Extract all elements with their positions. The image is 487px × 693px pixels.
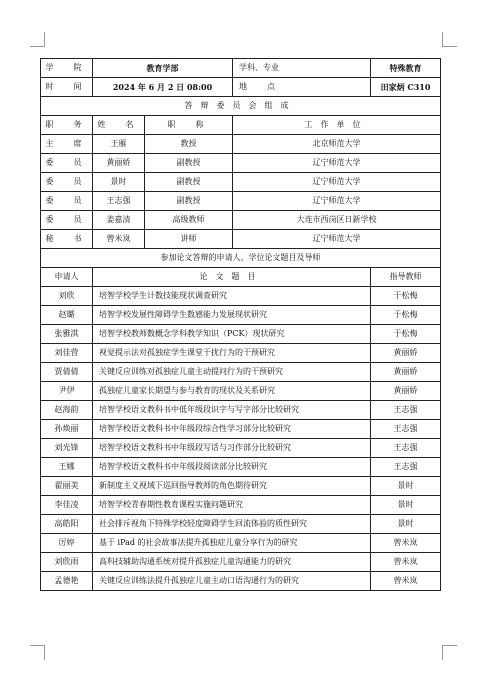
header-row bbox=[41, 59, 441, 78]
thesis-topic: 关键反应训练法提升孤独症儿童主动口语沟通行为的研究 bbox=[93, 572, 371, 591]
member-org: 大连市西岗区日新学校 bbox=[233, 211, 441, 230]
member-title: 教授 bbox=[145, 135, 233, 154]
applicant-row bbox=[41, 439, 441, 458]
applicant-name: 厉婷 bbox=[41, 534, 93, 553]
member-title: 副教授 bbox=[145, 173, 233, 192]
col-title: 职 称 bbox=[145, 116, 233, 135]
applicant-row bbox=[41, 553, 441, 572]
member-role: 秘 书 bbox=[41, 230, 93, 249]
member-org: 北京师范大学 bbox=[233, 135, 441, 154]
advisor-name: 景时 bbox=[371, 496, 441, 515]
advisor-name: 于松梅 bbox=[371, 306, 441, 325]
applicant-row bbox=[41, 572, 441, 591]
col-applicant: 申请人 bbox=[41, 268, 93, 287]
thesis-topic: 基于 iPad 的社会故事法提升孤独症儿童分享行为的研究 bbox=[93, 534, 371, 553]
member-org: 辽宁师范大学 bbox=[233, 230, 441, 249]
advisor-name: 黄丽娇 bbox=[371, 382, 441, 401]
thesis-topic: 孤独症儿童家长期望与参与教育的现状及关系研究 bbox=[93, 382, 371, 401]
col-name: 姓 名 bbox=[93, 116, 145, 135]
applicant-name: 王娜 bbox=[41, 458, 93, 477]
applicants-header-row bbox=[41, 268, 441, 287]
page-corner-mark bbox=[442, 32, 457, 47]
major-value: 特殊教育 bbox=[371, 59, 441, 78]
member-role: 委 员 bbox=[41, 192, 93, 211]
applicant-name: 刘欣 bbox=[41, 287, 93, 306]
time-value: 2024 年 6 月 2 日 08:00 bbox=[93, 78, 233, 97]
advisor-name: 王志强 bbox=[371, 401, 441, 420]
committee-header-row bbox=[41, 116, 441, 135]
thesis-topic: 培智学校青春期性教育课程实施问题研究 bbox=[93, 496, 371, 515]
thesis-topic: 社会排斥视角下特殊学校轻度障碍学生回流体验的质性研究 bbox=[93, 515, 371, 534]
advisor-name: 景时 bbox=[371, 515, 441, 534]
advisor-name: 王志强 bbox=[371, 439, 441, 458]
thesis-topic: 培智学校语文教科书中年级段阅读部分比较研究 bbox=[93, 458, 371, 477]
advisor-name: 黄丽娇 bbox=[371, 363, 441, 382]
member-role: 委 员 bbox=[41, 173, 93, 192]
applicant-name: 翟丽美 bbox=[41, 477, 93, 496]
applicant-row bbox=[41, 477, 441, 496]
advisor-name: 王志强 bbox=[371, 420, 441, 439]
member-name: 王雁 bbox=[93, 135, 145, 154]
member-name: 黄丽娇 bbox=[93, 154, 145, 173]
applicant-row bbox=[41, 325, 441, 344]
applicant-name: 刘欣雨 bbox=[41, 553, 93, 572]
member-org: 辽宁师范大学 bbox=[233, 192, 441, 211]
applicant-name: 尹伊 bbox=[41, 382, 93, 401]
applicant-name: 孙焕丽 bbox=[41, 420, 93, 439]
applicant-name: 张雅淇 bbox=[41, 325, 93, 344]
applicant-row bbox=[41, 401, 441, 420]
col-advisor: 指导教师 bbox=[371, 268, 441, 287]
advisor-name: 王志强 bbox=[371, 458, 441, 477]
advisor-name: 曾米岚 bbox=[371, 534, 441, 553]
member-title: 副教授 bbox=[145, 192, 233, 211]
applicant-name: 高皓阳 bbox=[41, 515, 93, 534]
thesis-topic: 视觉提示法对孤独症学生课堂干扰行为的干预研究 bbox=[93, 344, 371, 363]
member-name: 姜嘉清 bbox=[93, 211, 145, 230]
advisor-name: 黄丽娇 bbox=[371, 344, 441, 363]
thesis-topic: 培智学校语文教科书中低年级段识字与写字部分比较研究 bbox=[93, 401, 371, 420]
thesis-topic: 培智学校学生计数技能现状调查研究 bbox=[93, 287, 371, 306]
college-value: 教育学部 bbox=[93, 59, 233, 78]
applicant-row bbox=[41, 306, 441, 325]
thesis-topic: 培智学校教师数概念学科教学知识（PCK）现状研究 bbox=[93, 325, 371, 344]
applicant-name: 贾倩倩 bbox=[41, 363, 93, 382]
advisor-name: 景时 bbox=[371, 477, 441, 496]
place-label: 地 点 bbox=[233, 78, 371, 97]
major-label: 学科、专业 bbox=[233, 59, 371, 78]
applicant-row bbox=[41, 515, 441, 534]
committee-member-row bbox=[41, 173, 441, 192]
member-name: 景时 bbox=[93, 173, 145, 192]
advisor-name: 曾米岚 bbox=[371, 553, 441, 572]
time-label: 时 间 bbox=[41, 78, 93, 97]
advisor-name: 曾米岚 bbox=[371, 572, 441, 591]
thesis-topic: 培智学校语文教科书中年级段综合性学习部分比较研究 bbox=[93, 420, 371, 439]
applicants-title: 参加论文答辩的申请人、学位论文题目及导师 bbox=[41, 249, 441, 268]
applicant-name: 刘佳营 bbox=[41, 344, 93, 363]
col-topic: 论文题目 bbox=[93, 268, 371, 287]
committee-member-row bbox=[41, 230, 441, 249]
committee-title-row bbox=[41, 97, 441, 116]
applicants-title-row bbox=[41, 249, 441, 268]
page-corner-mark bbox=[30, 32, 45, 47]
thesis-topic: 关键反应训练对孤独症儿童主动提问行为的干预研究 bbox=[93, 363, 371, 382]
applicant-name: 赵海韵 bbox=[41, 401, 93, 420]
thesis-topic: 培智学校语文教科书中年级段写话与习作部分比较研究 bbox=[93, 439, 371, 458]
applicant-row bbox=[41, 382, 441, 401]
committee-member-row bbox=[41, 211, 441, 230]
applicant-row bbox=[41, 287, 441, 306]
defense-info-table bbox=[40, 58, 441, 591]
applicant-name: 赵璐 bbox=[41, 306, 93, 325]
applicant-name: 刘光锋 bbox=[41, 439, 93, 458]
member-org: 辽宁师范大学 bbox=[233, 173, 441, 192]
thesis-topic: 培智学校发展性障碍学生数感能力发展现状研究 bbox=[93, 306, 371, 325]
member-role: 主 席 bbox=[41, 135, 93, 154]
committee-member-row bbox=[41, 192, 441, 211]
committee-member-row bbox=[41, 154, 441, 173]
applicant-row bbox=[41, 458, 441, 477]
thesis-topic: 高科技辅助沟通系统对提升孤独症儿童沟通能力的研究 bbox=[93, 553, 371, 572]
member-role: 委 员 bbox=[41, 154, 93, 173]
member-title: 高级教师 bbox=[145, 211, 233, 230]
applicant-row bbox=[41, 363, 441, 382]
applicant-row bbox=[41, 344, 441, 363]
committee-title: 答辩委员会组成 bbox=[41, 97, 441, 116]
advisor-name: 于松梅 bbox=[371, 325, 441, 344]
applicant-row bbox=[41, 534, 441, 553]
applicant-row bbox=[41, 496, 441, 515]
page-corner-mark bbox=[442, 645, 457, 660]
page-corner-mark bbox=[30, 645, 45, 660]
applicant-row bbox=[41, 420, 441, 439]
applicant-name: 孟德艳 bbox=[41, 572, 93, 591]
member-org: 辽宁师范大学 bbox=[233, 154, 441, 173]
col-role: 职 务 bbox=[41, 116, 93, 135]
advisor-name: 于松梅 bbox=[371, 287, 441, 306]
member-name: 曾米岚 bbox=[93, 230, 145, 249]
member-title: 副教授 bbox=[145, 154, 233, 173]
member-role: 委 员 bbox=[41, 211, 93, 230]
member-title: 讲师 bbox=[145, 230, 233, 249]
member-name: 王志强 bbox=[93, 192, 145, 211]
applicant-name: 李佳凌 bbox=[41, 496, 93, 515]
col-org: 工作单位 bbox=[233, 116, 441, 135]
header-row bbox=[41, 78, 441, 97]
thesis-topic: 新制度主义视域下巡回指导教师的角色期待研究 bbox=[93, 477, 371, 496]
place-value: 田家炳 C310 bbox=[371, 78, 441, 97]
college-label: 学 院 bbox=[41, 59, 93, 78]
committee-member-row bbox=[41, 135, 441, 154]
